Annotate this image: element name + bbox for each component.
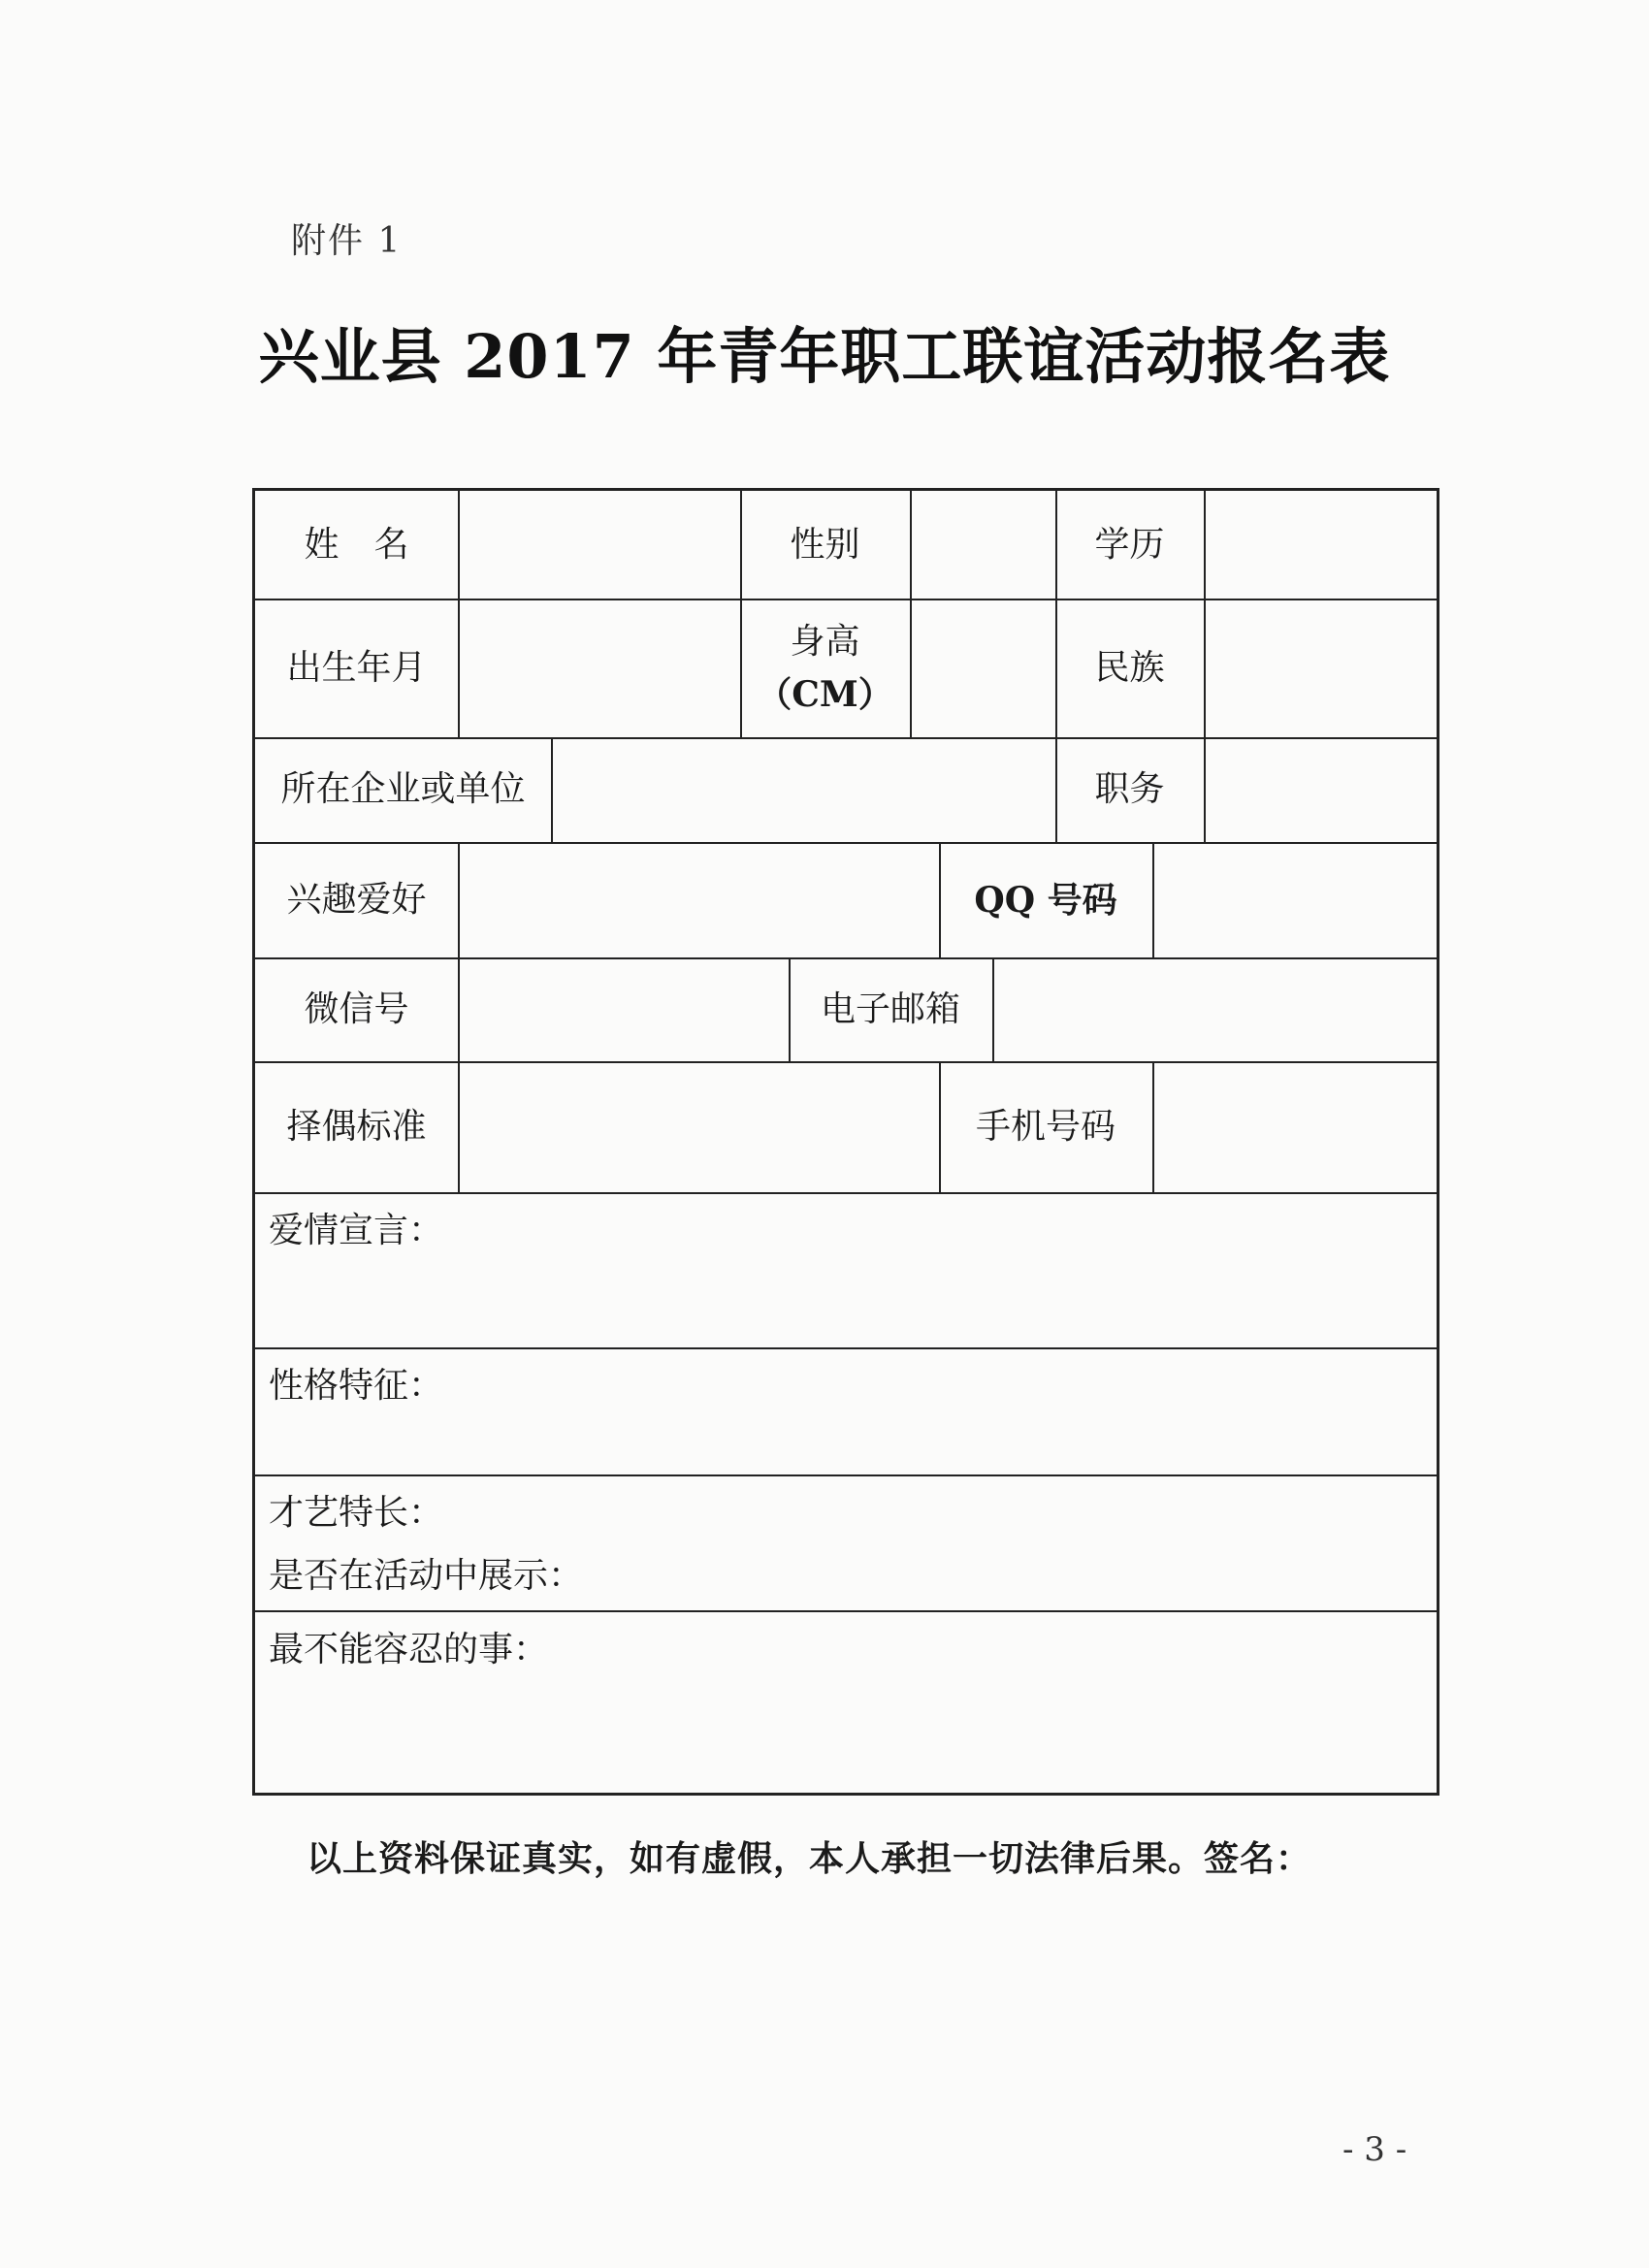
mobile-field[interactable] (1154, 1063, 1437, 1192)
love-declaration-label: 爱情宣言： (269, 1211, 444, 1250)
email-field[interactable] (994, 959, 1437, 1061)
birth-field[interactable] (460, 600, 740, 737)
height-label (740, 599, 910, 737)
height-field[interactable] (912, 600, 1055, 737)
row-divider (255, 1192, 1437, 1194)
ethnicity-label: 民族 (1094, 647, 1165, 688)
talent-show-label: 是否在活动中展示： (269, 1556, 584, 1596)
attachment-label: 附件 1 (291, 221, 403, 261)
mobile-label: 手机号码 (975, 1106, 1116, 1147)
qq-field[interactable] (1154, 844, 1437, 957)
personality-field[interactable] (255, 1412, 1437, 1474)
personality-label: 性格特征： (269, 1366, 444, 1406)
birth-label: 出生年月 (286, 647, 427, 688)
wechat-field[interactable] (460, 959, 789, 1061)
employer-field[interactable] (553, 739, 1055, 842)
height-label-text: 身高 (790, 621, 860, 662)
gender-label: 性别 (790, 524, 860, 565)
criteria-field[interactable] (460, 1063, 939, 1192)
hobbies-field[interactable] (460, 844, 939, 957)
row-divider (255, 1347, 1437, 1349)
ethnicity-field[interactable] (1206, 600, 1437, 737)
email-label: 电子邮箱 (820, 988, 960, 1029)
education-label: 学历 (1094, 524, 1165, 565)
truth-statement: 以上资料保证真实，如有虚假，本人承担一切法律后果。签名： (307, 1838, 1312, 1879)
position-field[interactable] (1206, 739, 1437, 842)
signature-field[interactable] (1348, 1829, 1542, 1877)
registration-form (252, 488, 1439, 1796)
talent-field[interactable] (255, 1476, 1437, 1610)
employer-label: 所在企业或单位 (280, 769, 526, 809)
love-declaration-field[interactable] (255, 1257, 1437, 1347)
row-divider (255, 1610, 1437, 1612)
page-number: - 3 - (1342, 2130, 1407, 2169)
wechat-label: 微信号 (304, 988, 409, 1029)
form-title: 兴业县 2017 年青年职工联谊活动报名表 (258, 321, 1391, 392)
talent-label: 才艺特长： (269, 1493, 444, 1533)
height-unit: （CM） (757, 673, 893, 715)
criteria-label: 择偶标准 (286, 1106, 427, 1147)
education-field[interactable] (1206, 491, 1437, 599)
intolerable-field[interactable] (255, 1676, 1437, 1793)
position-label: 职务 (1094, 769, 1165, 809)
hobbies-label: 兴趣爱好 (286, 879, 427, 920)
qq-label: QQ 号码 (974, 879, 1117, 921)
gender-field[interactable] (912, 491, 1055, 599)
intolerable-label: 最不能容忍的事： (269, 1630, 549, 1669)
name-label: 姓 名 (304, 524, 409, 565)
name-field[interactable] (460, 491, 740, 599)
